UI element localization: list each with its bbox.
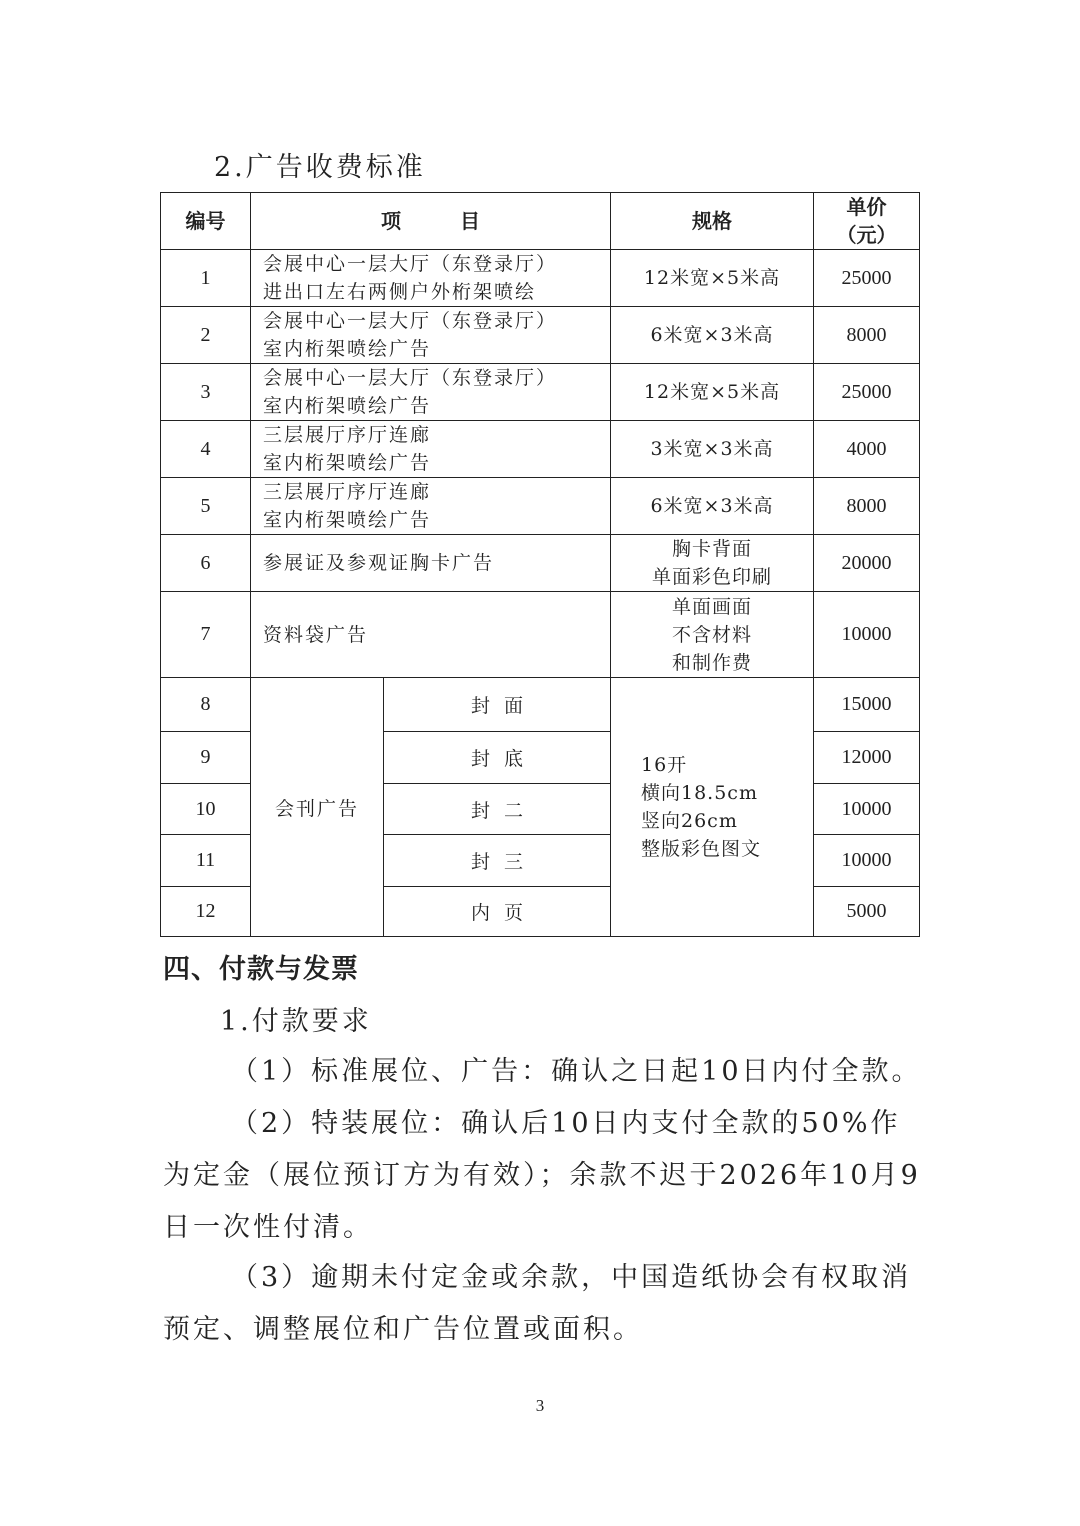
payment-heading: 1.付款要求 — [220, 1006, 372, 1037]
row-spec — [611, 592, 814, 678]
row-no: 7 — [161, 592, 251, 678]
row-no: 6 — [161, 535, 251, 592]
row-spec — [611, 478, 814, 535]
table-row — [161, 592, 920, 678]
row-no: 5 — [161, 478, 251, 535]
row-price: 4000 — [814, 421, 920, 478]
row-price: 10000 — [814, 835, 920, 887]
row-item-line: 会展中心一层大厅（东登录厅） — [263, 310, 558, 332]
payment-paragraph-2: （2）特装展位：确认后10日内支付全款的50%作为定金（展位预订方为有效）；余款不迟于2026年10月9日一次性付清。 — [163, 1108, 921, 1243]
row-no: 1 — [161, 250, 251, 307]
row-price: 5000 — [814, 887, 920, 937]
row-price: 25000 — [814, 364, 920, 421]
row-no: 12 — [161, 887, 251, 937]
section-title: 四、付款与发票 — [163, 954, 359, 985]
row-spec-line: 3米宽×3米高 — [650, 438, 774, 460]
journal-position: 内页 — [384, 887, 611, 937]
row-spec-line: 12米宽×5米高 — [643, 381, 781, 403]
table-row — [161, 250, 920, 307]
row-item-line: 室内桁架喷绘广告 — [263, 338, 432, 360]
row-price: 20000 — [814, 535, 920, 592]
row-item-line: 资料袋广告 — [263, 623, 369, 646]
row-no: 2 — [161, 307, 251, 364]
fee-standard-heading: 2.广告收费标准 — [214, 152, 426, 183]
row-price: 10000 — [814, 592, 920, 678]
row-item-line: 会展中心一层大厅（东登录厅） — [263, 367, 558, 389]
ad-fee-table — [160, 192, 920, 937]
journal-spec — [611, 678, 814, 937]
row-item-line: 三层展厅序厅连廊 — [263, 481, 432, 503]
row-item — [251, 421, 611, 478]
row-spec-line: 12米宽×5米高 — [643, 267, 781, 289]
row-no: 4 — [161, 421, 251, 478]
header-item: 项 目 — [251, 193, 611, 250]
row-item — [251, 478, 611, 535]
row-item — [251, 307, 611, 364]
row-no: 8 — [161, 678, 251, 732]
row-price: 10000 — [814, 784, 920, 835]
row-item-line: 参展证及参观证胸卡广告 — [263, 552, 495, 574]
header-price-line1: 单价 — [846, 195, 887, 219]
header-spec: 规格 — [611, 193, 814, 250]
header-no: 编号 — [161, 193, 251, 250]
row-item-line: 三层展厅序厅连廊 — [263, 424, 432, 446]
journal-position: 封底 — [384, 732, 611, 784]
row-spec — [611, 421, 814, 478]
row-item — [251, 364, 611, 421]
row-spec — [611, 364, 814, 421]
row-no: 3 — [161, 364, 251, 421]
journal-spec-line: 16开 — [641, 754, 688, 776]
row-price: 15000 — [814, 678, 920, 732]
row-spec-line: 6米宽×3米高 — [650, 495, 774, 517]
journal-spec-line: 竖向26cm — [641, 810, 738, 832]
journal-spec-line: 横向18.5cm — [641, 782, 758, 804]
payment-paragraph-1: （1）标准展位、广告：确认之日起10日内付全款。 — [231, 1056, 922, 1087]
row-spec — [611, 307, 814, 364]
row-item — [251, 592, 611, 678]
row-item — [251, 250, 611, 307]
journal-position: 封三 — [384, 835, 611, 887]
journal-ad-label: 会刊广告 — [251, 678, 384, 937]
row-item — [251, 535, 611, 592]
row-no: 10 — [161, 784, 251, 835]
payment-paragraph-3: （3）逾期未付定金或余款，中国造纸协会有权取消预定、调整展位和广告位置或面积。 — [163, 1262, 912, 1345]
table-row — [161, 478, 920, 535]
row-no: 9 — [161, 732, 251, 784]
table-row — [161, 307, 920, 364]
row-price: 12000 — [814, 732, 920, 784]
row-price: 8000 — [814, 478, 920, 535]
row-item-line: 室内桁架喷绘广告 — [263, 395, 432, 417]
row-item-line: 进出口左右两侧户外桁架喷绘 — [263, 281, 537, 303]
row-spec-line: 单面画面 — [671, 595, 752, 618]
row-price: 8000 — [814, 307, 920, 364]
table-row — [161, 535, 920, 592]
row-no: 11 — [161, 835, 251, 887]
row-price: 25000 — [814, 250, 920, 307]
row-spec-line: 单面彩色印刷 — [651, 566, 772, 588]
page-number: 3 — [535, 1396, 545, 1415]
table-row — [161, 364, 920, 421]
header-price — [814, 193, 920, 250]
row-item-line: 室内桁架喷绘广告 — [263, 452, 432, 474]
row-spec — [611, 535, 814, 592]
row-item-line: 会展中心一层大厅（东登录厅） — [263, 253, 558, 275]
table-row — [161, 678, 920, 732]
row-spec-line: 不含材料 — [671, 623, 752, 646]
table-header-row — [161, 193, 920, 250]
journal-spec-line: 整版彩色图文 — [641, 838, 762, 860]
row-spec-line: 6米宽×3米高 — [650, 324, 774, 346]
header-price-line2: （元） — [836, 223, 897, 247]
row-spec-line: 胸卡背面 — [671, 538, 752, 560]
row-item-line: 室内桁架喷绘广告 — [263, 509, 432, 531]
row-spec-line: 和制作费 — [671, 651, 752, 674]
journal-position: 封二 — [384, 784, 611, 835]
row-spec — [611, 250, 814, 307]
journal-position: 封面 — [384, 678, 611, 732]
table-row — [161, 421, 920, 478]
